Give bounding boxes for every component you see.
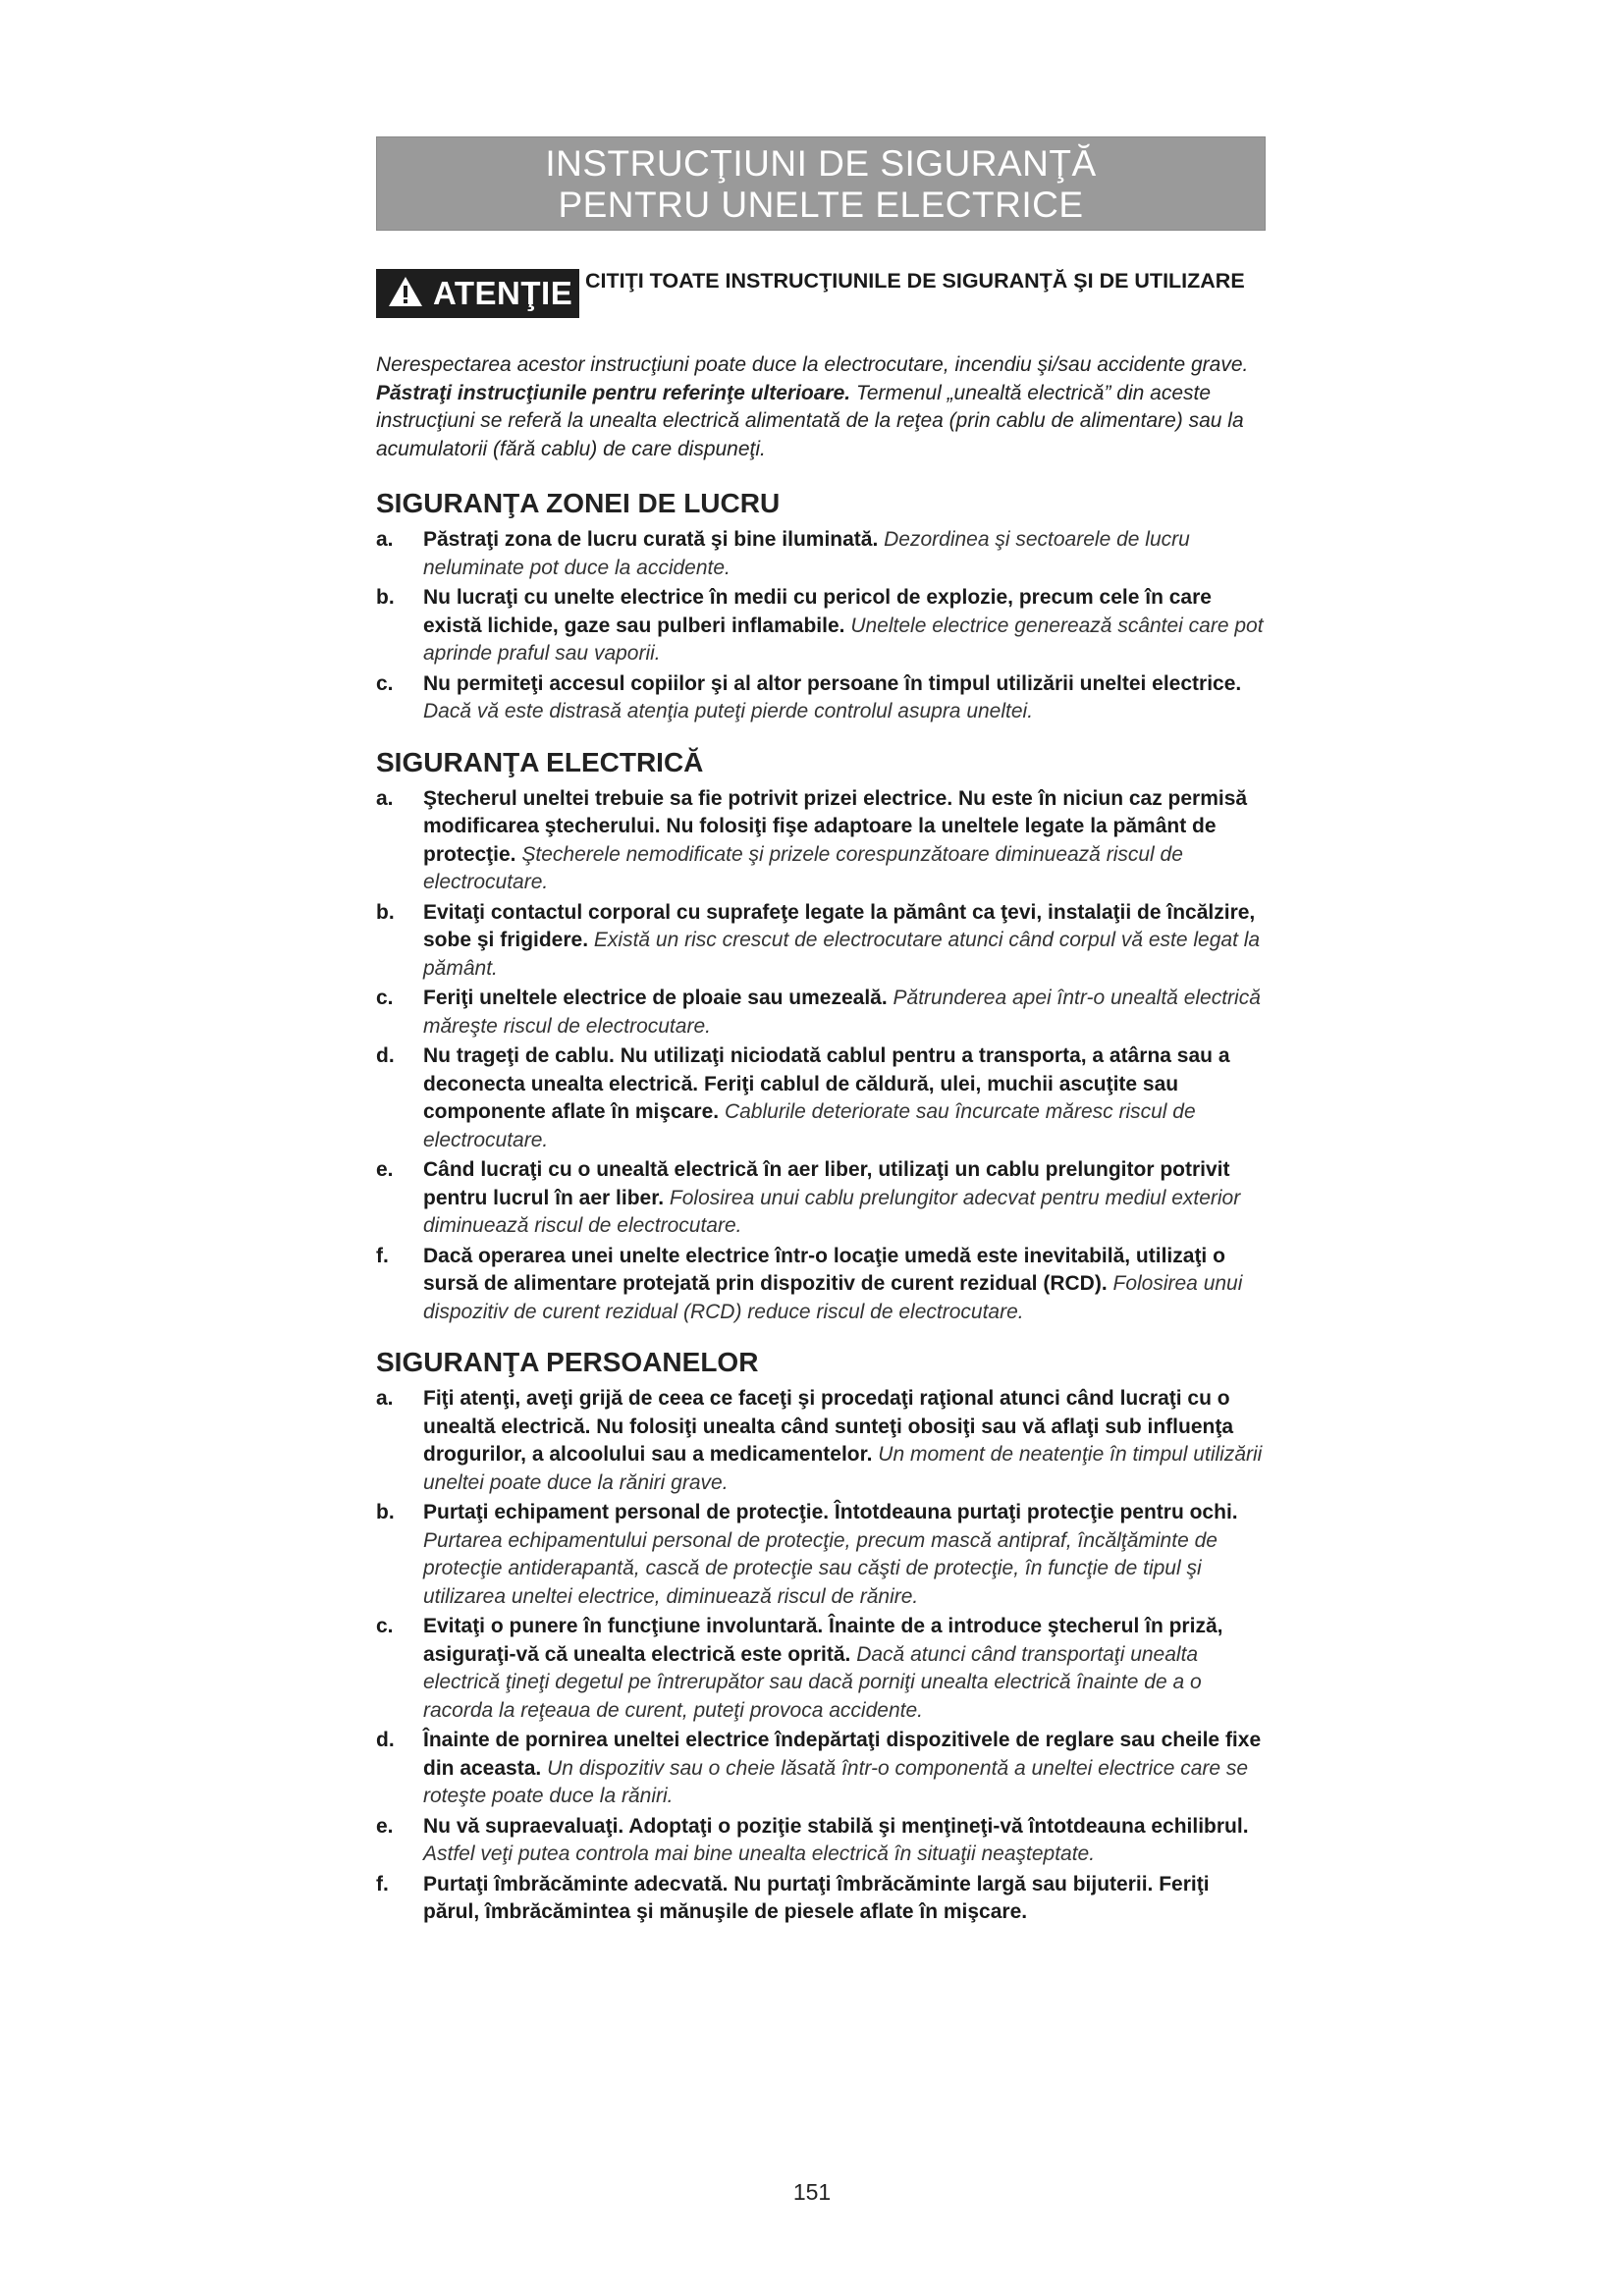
warning-text: CITIŢI TOATE INSTRUCŢIUNILE DE SIGURANŢĂ ŞI DE UTILIZARE [585,269,1245,293]
item-note: Pătrunderea apei într-o unealtă electrică măreşte riscul de electrocutare. [423,987,1261,1038]
item-lead: Nu permiteţi accesul copiilor şi al altor persoane în timpul utilizării uneltei electrice. [423,671,1242,695]
page-title-banner [376,136,1266,231]
intro-text-after: Termenul „unealtă electrică” din aceste instrucţiuni se referă la unealta electrică alimentată de la reţea (prin cablu de alimentare) sau la acumulatorii (fără cablu) de care dispuneţi. [376,381,1244,460]
item-lead: Păstraţi zona de lucru curată şi bine iluminată. [423,528,879,551]
list-item [376,1613,1270,1725]
warning-notice [376,267,1266,326]
item-letter: f. [376,1872,389,1896]
item-letter: a. [376,786,394,810]
section-title-electrical: SIGURANŢA ELECTRICĂ [376,746,704,777]
section-items-work-area [376,526,1270,726]
list-item [376,1042,1270,1154]
list-item [376,1813,1270,1869]
item-letter: d. [376,1044,395,1067]
intro-bold: Păstraţi instrucţiunile pentru referinţe ulterioare. [376,381,851,404]
item-note: Ştecherele nemodificate şi prizele corespunzătoare diminuează riscul de electrocutare. [423,842,1183,893]
item-note: Folosirea unui dispozitiv de curent rezidual (RCD) reduce riscul de electrocutare. [423,1272,1243,1323]
item-note: Un dispozitiv sau o cheie lăsată într-o componentă a uneltei electrice care se roteşte poate duce la răniri. [423,1756,1249,1807]
item-lead: Purtaţi îmbrăcăminte adecvată. Nu purtaţi îmbrăcăminte largă sau bijuterii. Feriţi părul, îmbrăcămintea şi mănuşile de piesele aflate în mişcare. [423,1872,1210,1923]
warning-badge-label: ATENŢIE [433,275,573,311]
item-lead: Purtaţi echipament personal de protecţie. Întotdeauna purtaţi protecţie pentru ochi. [423,1501,1238,1523]
item-note: Cablurile deteriorate sau încurcate măresc riscul de electrocutare. [423,1100,1196,1151]
list-item [376,1499,1270,1611]
list-item [376,1385,1270,1497]
item-lead: Nu vă supraevaluaţi. Adoptaţi o poziţie stabilă şi menţineţi-vă întotdeauna echilibrul. [423,1814,1249,1838]
list-item [376,1243,1270,1327]
item-letter: b. [376,900,395,924]
intro-text-before: Nerespectarea acestor instrucţiuni poate duce la electrocutare, incendiu şi/sau accidente grave. [376,353,1249,376]
item-note: Astfel veţi putea controla mai bine unealta electrică în situaţii neaşteptate. [423,1842,1096,1865]
item-note: Dacă atunci când transportaţi unealta electrică ţineţi degetul pe întrerupător sau dacă porniţi unealta electrică înainte de a o racorda la reţeaua de curent, puteţi provoca accidente. [423,1642,1202,1722]
intro-paragraph [376,351,1270,463]
item-letter: f. [376,1244,389,1267]
section-items-personal [376,1385,1270,1927]
item-note: Există un risc crescut de electrocutare atunci când corpul vă este legat la pământ. [423,929,1261,980]
list-item [376,670,1270,726]
item-letter: c. [376,1615,394,1637]
list-item [376,1727,1270,1811]
item-letter: e. [376,1814,394,1838]
list-item [376,1156,1270,1241]
page-title-line-2: PENTRU UNELTE ELECTRICE [558,185,1084,225]
item-letter: b. [376,586,395,609]
item-letter: c. [376,671,394,695]
item-lead: Nu lucraţi cu unelte electrice în medii cu pericol de explozie, precum cele în care există lichide, gaze sau pulberi inflamabile. [423,586,1212,637]
list-item [376,899,1270,984]
section-title-work-area: SIGURANŢA ZONEI DE LUCRU [376,488,781,518]
item-lead: Evitaţi o punere în funcţiune involuntară. Înainte de a introduce ştecherul în priză, asiguraţi-vă că unealta electrică este oprită. [423,1615,1223,1666]
item-letter: b. [376,1501,395,1523]
item-lead: Înainte de pornirea uneltei electrice îndepărtaţi dispozitivele de reglare sau cheile fixe din aceasta. [423,1729,1262,1780]
item-letter: e. [376,1158,394,1181]
item-lead: Când lucraţi cu o unealtă electrică în aer liber, utilizaţi un cablu prelungitor potrivit pentru lucrul în aer liber. [423,1158,1230,1209]
list-item [376,526,1270,582]
warning-badge [376,269,579,318]
item-note: Dacă vă este distrasă atenţia puteţi pierde controlul asupra uneltei. [423,700,1034,722]
warning-triangle-icon [388,276,423,307]
item-letter: d. [376,1729,395,1751]
item-note: Un moment de neatenţie în timpul utilizării uneltei poate duce la răniri grave. [423,1443,1263,1494]
item-lead: Dacă operarea unei unelte electrice într-o locaţie umedă este inevitabilă, utilizaţi o sursă de alimentare protejată prin dispozitiv de curent rezidual (RCD). [423,1244,1225,1295]
item-note: Uneltele electrice generează scântei care pot aprinde praful sau vaporii. [423,614,1264,665]
item-lead: Nu trageţi de cablu. Nu utilizaţi niciodată cablul pentru a transporta, a atârna sau a deconecta unealta electrică. Feriţi cablul de căldură, ulei, muchii ascuţite sau componente aflate în mişcare. [423,1044,1230,1123]
item-letter: a. [376,528,394,551]
page-number: 151 [792,2179,832,2205]
item-lead: Ştecherul uneltei trebuie sa fie potrivit prizei electrice. Nu este în niciun caz permisă modificarea ştecherului. Nu folosiţi fişe adaptoare la uneltele legate la pământ de protecţie. [423,786,1248,866]
item-lead: Feriţi uneltele electrice de ploaie sau umezeală. [423,987,888,1009]
list-item [376,584,1270,668]
list-item [376,1871,1270,1927]
item-note: Folosirea unui cablu prelungitor adecvat pentru mediul exterior diminuează riscul de electrocutare. [423,1186,1241,1237]
item-note: Purtarea echipamentului personal de protecţie, precum mască antipraf, încălţăminte de protecţie antiderapantă, cască de protecţie sau căşti de protecţie, în funcţie de tipul şi utilizarea uneltei electrice, diminuează riscul de rănire. [423,1528,1218,1608]
list-item [376,985,1270,1041]
item-letter: a. [376,1387,394,1410]
section-items-electrical [376,785,1270,1327]
item-letter: c. [376,987,394,1009]
page-title-line-1: INSTRUCŢIUNI DE SIGURANŢĂ [545,143,1097,184]
item-lead: Evitaţi contactul corporal cu suprafeţe legate la pământ ca ţevi, instalaţii de încălzire, sobe şi frigidere. [423,900,1256,951]
section-title-personal: SIGURANŢA PERSOANELOR [376,1347,759,1377]
instructions-content [376,351,1270,1947]
item-note: Dezordinea şi sectoarele de lucru neluminate pot duce la accidente. [423,528,1190,579]
list-item [376,785,1270,897]
item-lead: Fiţi atenţi, aveţi grijă de ceea ce faceţi şi procedaţi raţional atunci când lucraţi cu o unealtă electrică. Nu folosiţi unealta când sunteţi obosiţi sau vă aflaţi sub influenţa drogurilor, a alcoolului sau a medicamentelor. [423,1387,1233,1466]
